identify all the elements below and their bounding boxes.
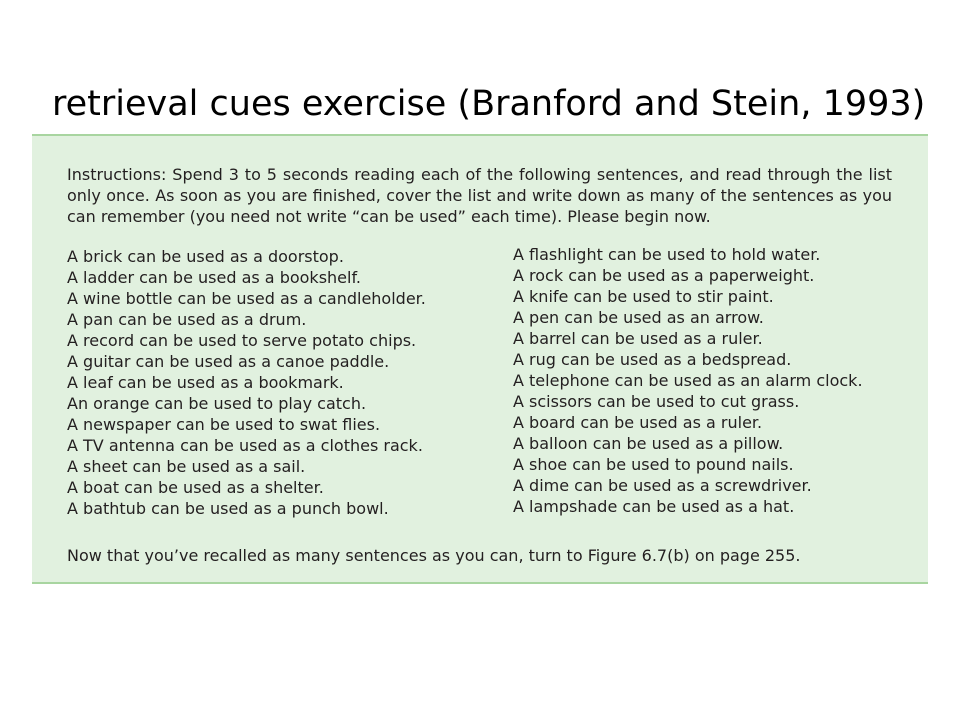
- sentence-item: A guitar can be used as a canoe paddle.: [67, 352, 390, 371]
- sentence-item: A telephone can be used as an alarm clock.: [513, 371, 863, 390]
- sentence-item: A sheet can be used as a sail.: [67, 457, 306, 476]
- sentence-item: A balloon can be used as a pillow.: [513, 434, 784, 453]
- sentence-item: A board can be used as a ruler.: [513, 413, 763, 432]
- sentence-item: A lampshade can be used as a hat.: [513, 497, 795, 516]
- right-sentence-list: [513, 244, 863, 517]
- sentence-item: A boat can be used as a shelter.: [67, 478, 324, 497]
- sentence-item: A knife can be used to stir paint.: [513, 287, 774, 306]
- sentence-item: A pan can be used as a drum.: [67, 310, 307, 329]
- sentence-item: A rock can be used as a paperweight.: [513, 266, 815, 285]
- slide-title: retrieval cues exercise (Branford and Stein, 1993): [52, 84, 926, 124]
- sentence-item: A brick can be used as a doorstop.: [67, 247, 344, 266]
- sentence-item: A flashlight can be used to hold water.: [513, 245, 821, 264]
- instructions-text: Instructions: Spend 3 to 5 seconds reading each of the following sentences, and read through the list only once. As soon as you are finished, cover the list and write down as many of the sentences as you can remember (you need not write “can be used” each time). Please begin now.: [67, 165, 892, 226]
- sentence-item: An orange can be used to play catch.: [67, 394, 367, 413]
- sentence-item: A ladder can be used as a bookshelf.: [67, 268, 362, 287]
- sentence-item: A bathtub can be used as a punch bowl.: [67, 499, 389, 518]
- sentence-item: A newspaper can be used to swat flies.: [67, 415, 381, 434]
- sentence-item: A record can be used to serve potato chips.: [67, 331, 417, 350]
- sentence-item: A rug can be used as a bedspread.: [513, 350, 792, 369]
- left-sentence-list: [67, 246, 426, 519]
- sentence-item: A barrel can be used as a ruler.: [513, 329, 763, 348]
- sentence-item: A wine bottle can be used as a candleholder.: [67, 289, 426, 308]
- sentence-item: A leaf can be used as a bookmark.: [67, 373, 344, 392]
- closing-text: Now that you’ve recalled as many sentences as you can, turn to Figure 6.7(b) on page 255.: [67, 546, 801, 565]
- sentence-item: A dime can be used as a screwdriver.: [513, 476, 812, 495]
- exercise-panel: [32, 134, 928, 584]
- sentence-item: A scissors can be used to cut grass.: [513, 392, 800, 411]
- sentence-item: A shoe can be used to pound nails.: [513, 455, 794, 474]
- sentence-item: A pen can be used as an arrow.: [513, 308, 764, 327]
- sentence-item: A TV antenna can be used as a clothes rack.: [67, 436, 423, 455]
